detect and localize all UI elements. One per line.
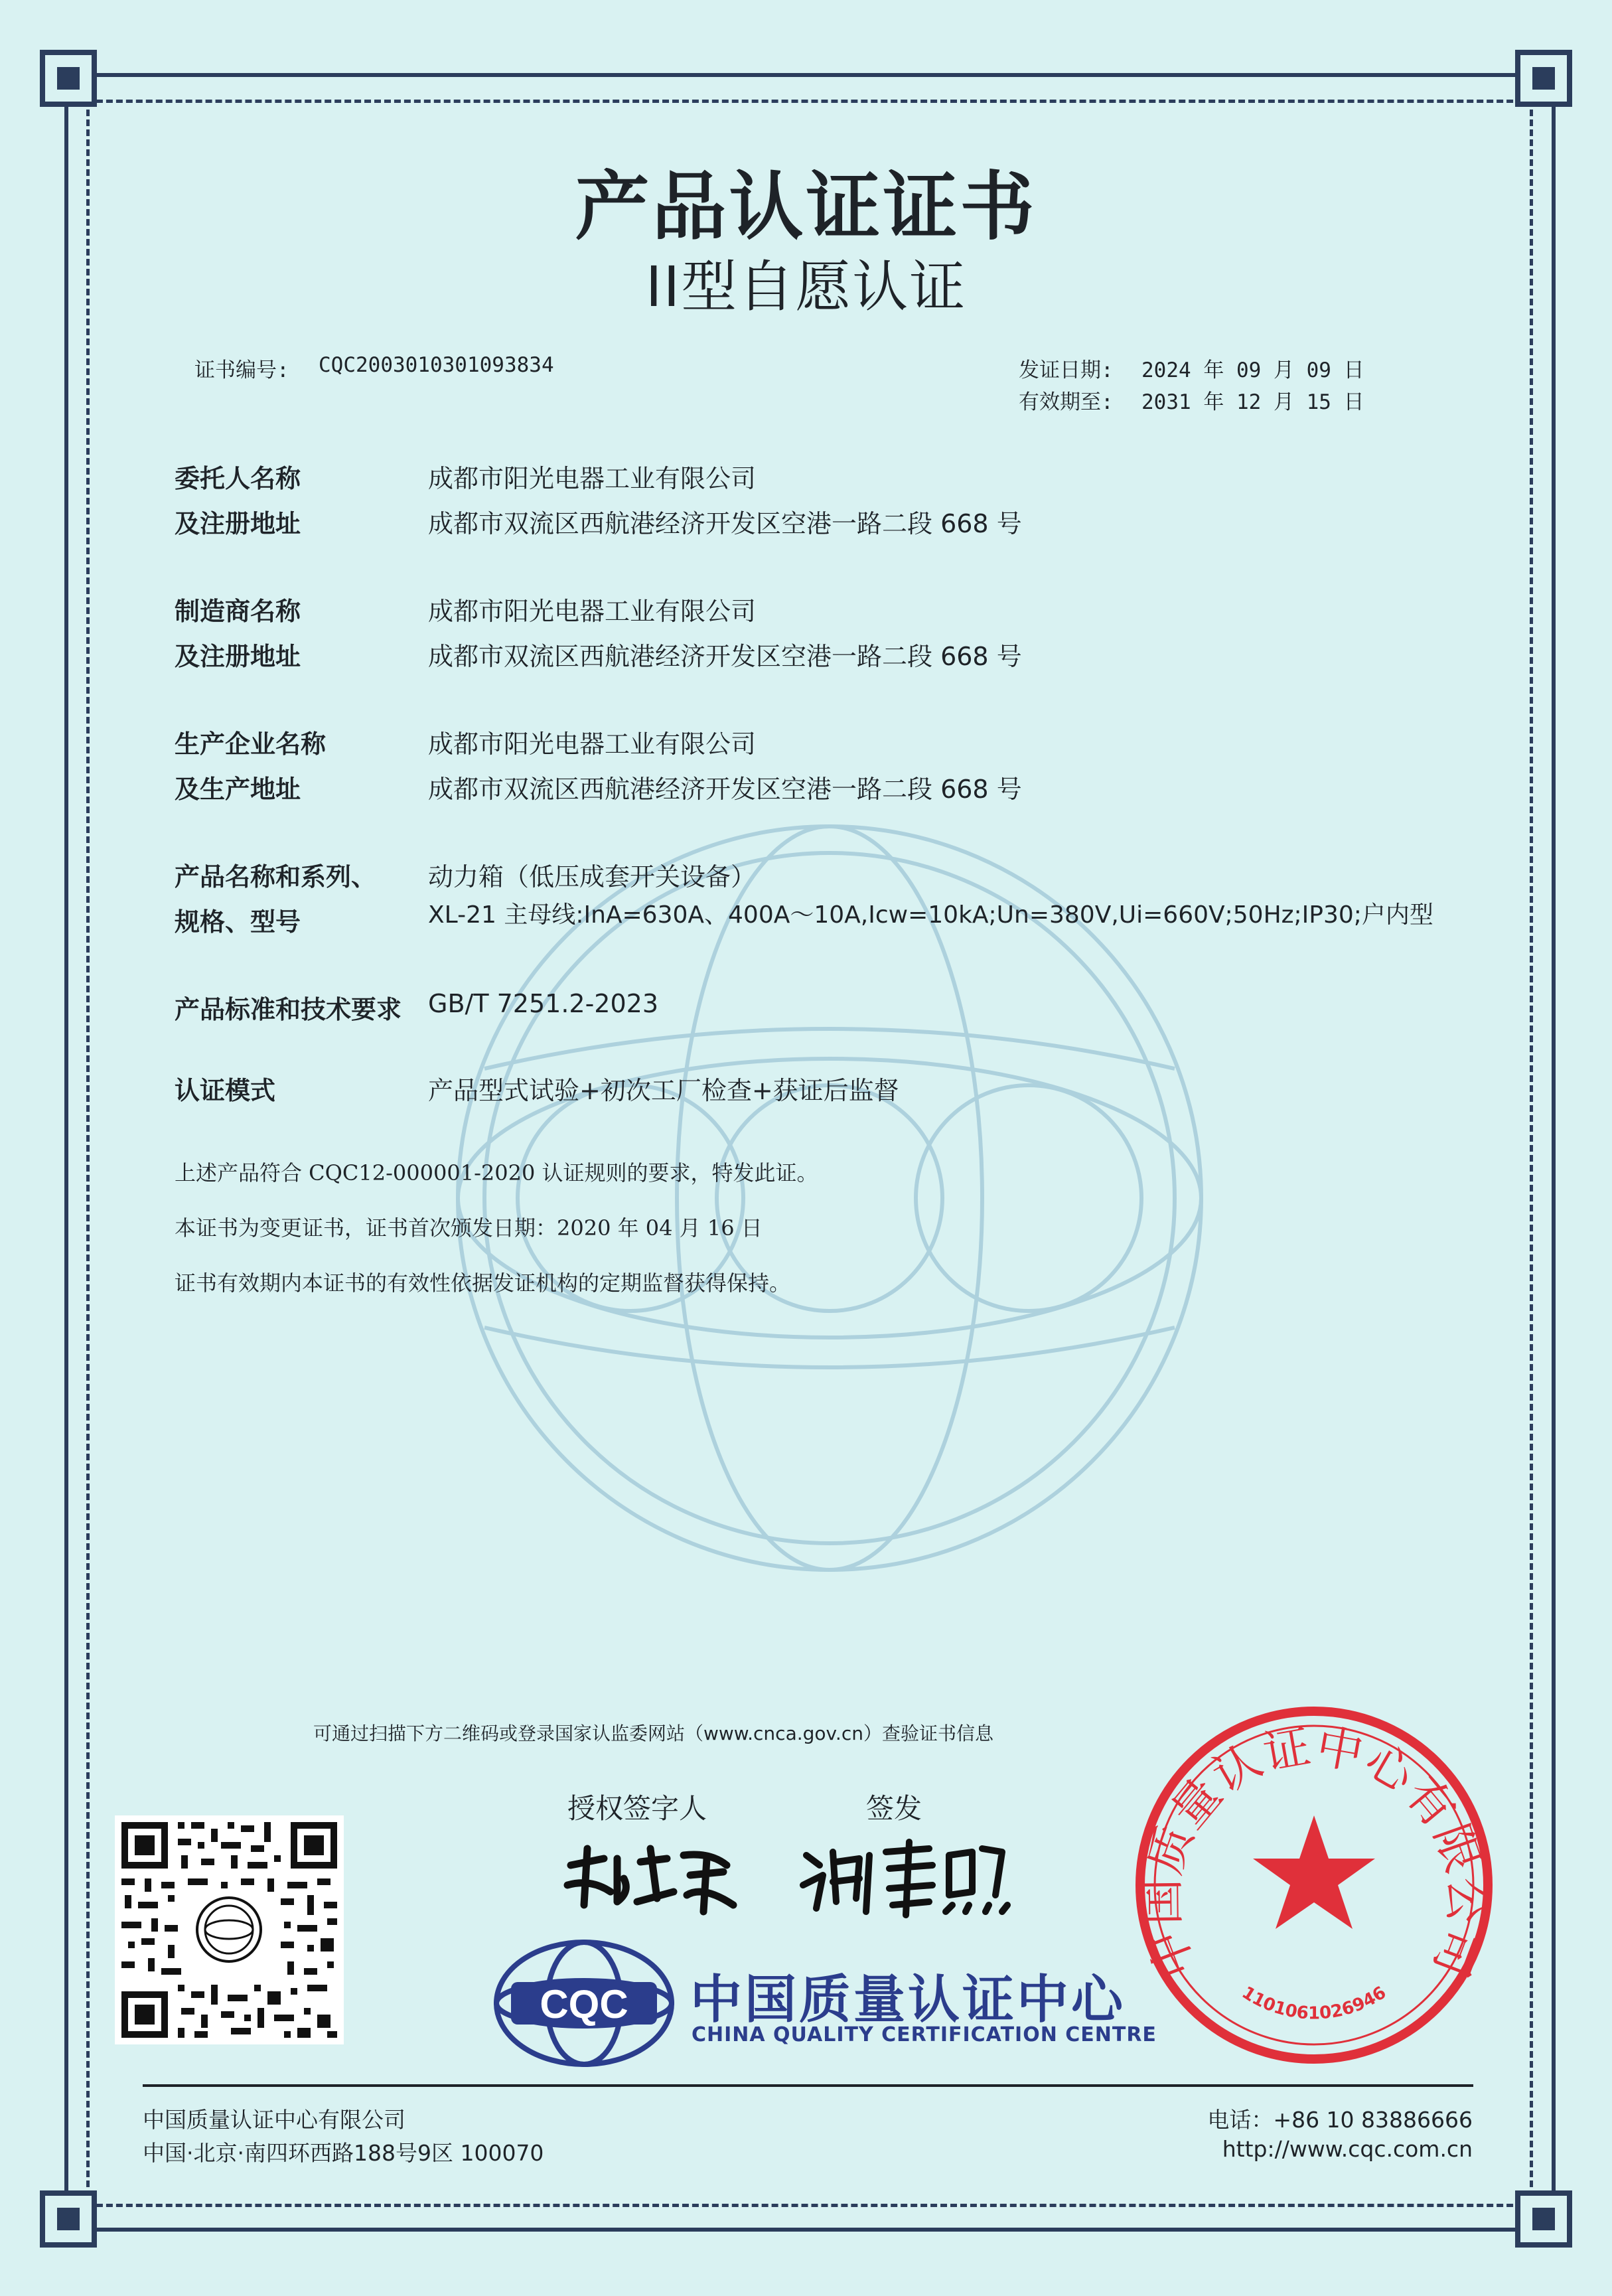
note-validity: 证书有效期内本证书的有效性依据发证机构的定期监督获得保持。 — [175, 1270, 791, 1296]
svg-text:1101061026946: 1101061026946 — [1238, 1982, 1390, 2024]
logo-name-cn: 中国质量认证中心 — [690, 1970, 1126, 2030]
issue-date-label: 发证日期: — [1019, 358, 1114, 382]
corner-ornament-bottom-left — [40, 2190, 97, 2248]
factory-address: 成都市双流区西航港经济开发区空港一路二段 668 号 — [428, 775, 1022, 804]
svg-text:中国质量认证中心有限公司: 中国质量认证中心有限公司 — [1134, 1719, 1494, 1986]
cert-number: CQC2003010301093834 — [319, 353, 554, 377]
client-name-label: 委托人名称 — [175, 464, 301, 493]
certificate-title: 产品认证证书 — [575, 164, 1037, 250]
expiry-date: 2031 年 12 月 15 日 — [1141, 390, 1364, 414]
footer-org: 中国质量认证中心有限公司 — [143, 2107, 405, 2133]
product-name: 动力箱（低压成套开关设备） — [428, 862, 757, 891]
signature-1 — [557, 1839, 743, 1918]
certification-mode-label: 认证模式 — [175, 1076, 276, 1105]
factory-name: 成都市阳光电器工业有限公司 — [428, 729, 757, 759]
cert-number-label: 证书编号: — [194, 358, 289, 382]
issuer-label: 签发 — [866, 1792, 922, 1825]
footer-website[interactable]: http://www.cqc.com.cn — [1222, 2136, 1473, 2162]
product-model-label: 规格、型号 — [175, 907, 301, 937]
client-address-label: 及注册地址 — [175, 509, 301, 538]
corner-ornament-top-right — [1515, 50, 1572, 107]
corner-ornament-top-left — [40, 50, 97, 107]
logo-abbr: CQC — [540, 1982, 628, 2027]
standard-label: 产品标准和技术要求 — [175, 995, 402, 1024]
footer-phone: 电话：+86 10 83886666 — [1207, 2107, 1473, 2133]
signature-2 — [796, 1835, 1015, 1922]
note-compliance: 上述产品符合 CQC12-000001-2020 认证规则的要求，特发此证。 — [175, 1160, 818, 1186]
authorized-signatory-label: 授权签字人 — [567, 1792, 707, 1825]
cqc-globe-logo — [491, 1937, 677, 2070]
issue-date: 2024 年 09 月 09 日 — [1141, 358, 1364, 382]
logo-name-en: CHINA QUALITY CERTIFICATION CENTRE — [692, 2023, 1157, 2046]
client-name: 成都市阳光电器工业有限公司 — [428, 464, 757, 493]
manufacturer-address: 成都市双流区西航港经济开发区空港一路二段 668 号 — [428, 642, 1022, 671]
product-name-label: 产品名称和系列、 — [175, 862, 377, 891]
verify-instructions: 可通过扫描下方二维码或登录国家认监委网站（www.cnca.gov.cn）查验证书信息 — [313, 1722, 993, 1744]
cqc-watermark — [378, 816, 1281, 1580]
footer-divider — [143, 2084, 1473, 2087]
certificate-subtitle: II型自愿认证 — [645, 254, 967, 319]
note-first-issue: 本证书为变更证书，证书首次颁发日期：2020 年 04 月 16 日 — [175, 1215, 763, 1241]
client-address: 成都市双流区西航港经济开发区空港一路二段 668 号 — [428, 509, 1022, 538]
standard-value: GB/T 7251.2-2023 — [428, 989, 658, 1018]
verification-qr-code[interactable] — [115, 1815, 344, 2044]
certification-mode-value: 产品型式试验+初次工厂检查+获证后监督 — [428, 1076, 899, 1105]
manufacturer-address-label: 及注册地址 — [175, 642, 301, 671]
manufacturer-name: 成都市阳光电器工业有限公司 — [428, 597, 757, 626]
product-model: XL-21 主母线:InA=630A、400A～10A,Icw=10kA;Un=380V,Ui=660V;50Hz;IP30;户内型 — [428, 901, 1433, 929]
footer-address: 中国·北京·南四环西路188号9区 100070 — [143, 2140, 544, 2166]
corner-ornament-bottom-right — [1515, 2190, 1572, 2248]
manufacturer-name-label: 制造商名称 — [175, 597, 301, 626]
factory-address-label: 及生产地址 — [175, 775, 301, 804]
factory-name-label: 生产企业名称 — [175, 729, 327, 759]
expiry-date-label: 有效期至: — [1019, 390, 1114, 414]
official-red-seal — [1128, 1699, 1500, 2071]
